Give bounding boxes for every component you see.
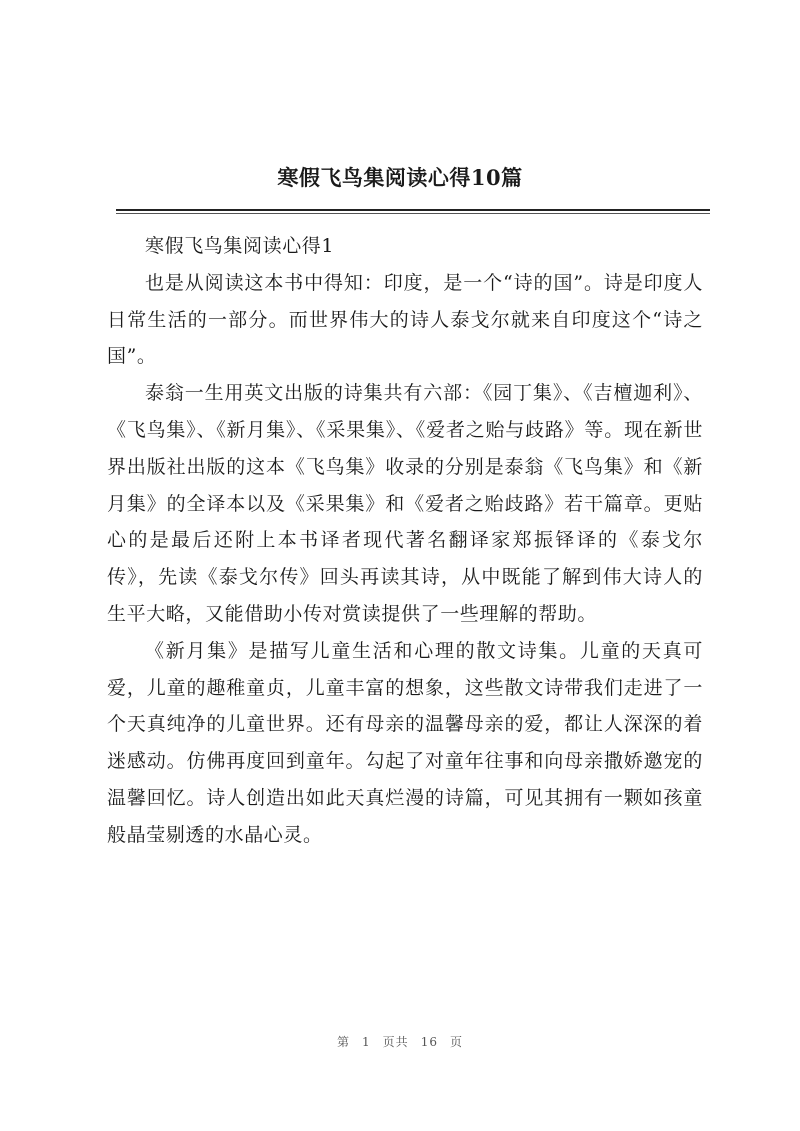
page-title: 寒假飞鸟集阅读心得10篇 bbox=[277, 165, 523, 190]
footer-page-number: 1 bbox=[362, 1035, 371, 1049]
footer-total-pages: 16 bbox=[420, 1035, 438, 1049]
section-heading: 寒假飞鸟集阅读心得1 bbox=[145, 235, 335, 257]
footer-middle: 页共 bbox=[382, 1035, 409, 1049]
paragraph-3: 《新月集》是描写儿童生活和心理的散文诗集。儿童的天真可爱，儿童的趣稚童贞，儿童丰富的想象，这些散文诗带我们走进了一个天真纯净的儿童世界。还有母亲的温馨母亲的爱，都让人深深的着迷感动。仿佛再度回到童年。勾起了对童年往事和向母亲撒娇邀宠的温馨回忆。诗人创造出如此天真烂漫的诗篇，可见其拥有一颗如孩童般晶莹剔透的水晶心灵。 bbox=[107, 639, 703, 846]
footer-prefix: 第 bbox=[337, 1035, 351, 1049]
title-divider-thin bbox=[116, 213, 710, 214]
document-body bbox=[107, 228, 703, 854]
footer-suffix: 页 bbox=[449, 1035, 463, 1049]
title-divider-thick bbox=[116, 209, 710, 211]
paragraph-1: 也是从阅读这本书中得知：印度，是一个“诗的国”。诗是印度人日常生活的一部分。而世界伟大的诗人泰戈尔就来自印度这个“诗之国”。 bbox=[107, 271, 703, 368]
paragraph-2: 泰翁一生用英文出版的诗集共有六部：《园丁集》、《吉檀迦利》、《飞鸟集》、《新月集》、《采果集》、《爱者之贻与歧路》等。现在新世界出版社出版的这本《飞鸟集》收录的分别是泰翁《飞鸟集》和《新月集》的全译本以及《采果集》和《爱者之贻歧路》若干篇章。更贴心的是最后还附上本书译者现代著名翻译家郑振铎译的《泰戈尔传》，先读《泰戈尔传》回头再读其诗，从中既能了解到伟大诗人的生平大略，又能借助小传对赏读提供了一些理解的帮助。 bbox=[107, 382, 703, 625]
page-footer bbox=[0, 1033, 800, 1050]
